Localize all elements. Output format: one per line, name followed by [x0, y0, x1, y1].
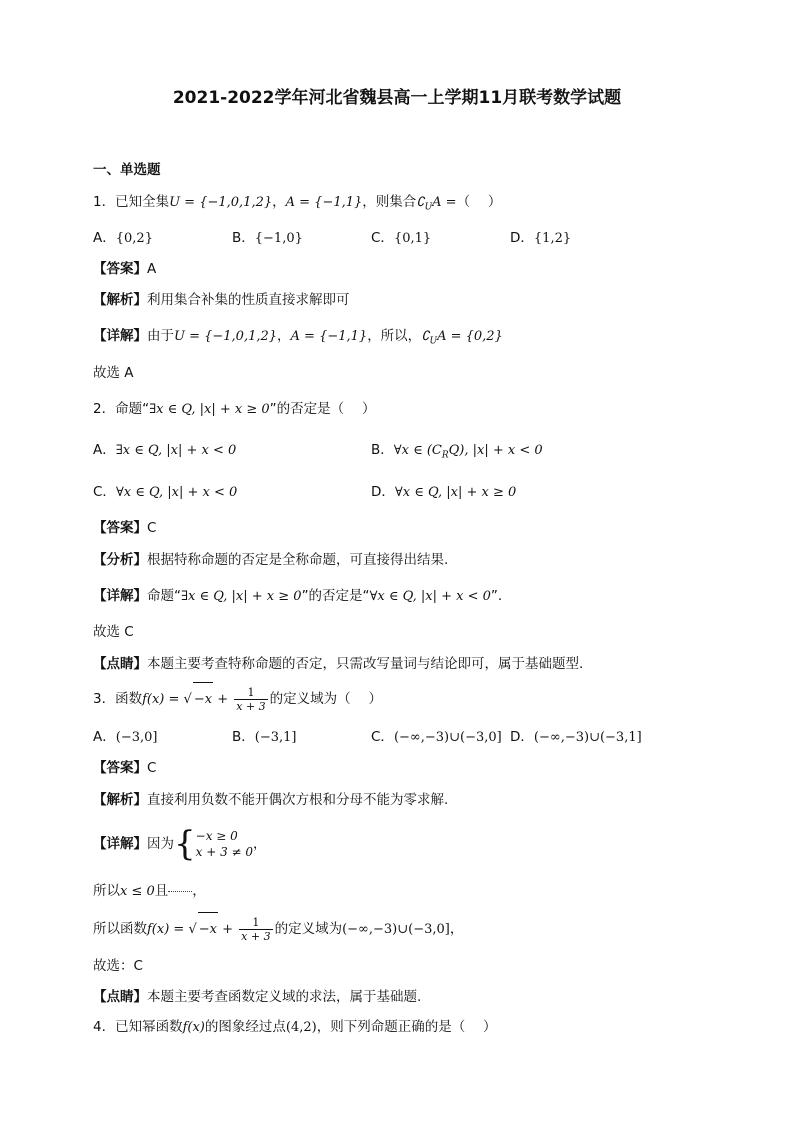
- section-heading: 一、单选题: [93, 162, 161, 178]
- q2-conclusion: 故选 C: [93, 624, 134, 640]
- q3-conclusion: 故选：C: [93, 958, 143, 974]
- q3-comment: 【点睛】本题主要考查函数定义域的求法，属于基础题.: [93, 989, 422, 1005]
- q1-stem: 1．已知全集U = {−1,0,1,2}，A = {−1,1}，则集合$∁_UA$ =（ ）: [93, 194, 502, 213]
- q4-stem: 4．已知幂函数f(x)的图象经过点(4,2)，则下列命题正确的是（ ）: [93, 1019, 497, 1035]
- q3-fraction: $\frac{1}{x + 3}$: [236, 685, 266, 713]
- q1-option-a: A．{0,2}: [93, 230, 153, 246]
- q3-analysis: 【解析】直接利用负数不能开偶次方根和分母不能为零求解.: [93, 792, 449, 808]
- q3-option-a: A．(−3,0]: [93, 729, 158, 745]
- q3-option-d: D．(−∞,−3)∪(−3,1]: [510, 729, 642, 745]
- q3-option-c: C．(−∞,−3)∪(−3,0]: [371, 729, 502, 745]
- q3-answer: 【答案】C: [93, 760, 157, 776]
- q2-answer: 【答案】C: [93, 520, 157, 536]
- q2-option-d: D．∀x ∈ Q, |x| + x ≥ 0: [371, 484, 517, 500]
- q2-detail: 【详解】命题“∃x ∈ Q, |x| + x ≥ 0”的否定是“∀x ∈ Q, |x| + x < 0”.: [93, 588, 503, 604]
- q3-detail: 【详解】因为{ −x ≥ 0 x + 3 ≠ 0 ，: [93, 824, 267, 864]
- q1-analysis: 【解析】利用集合补集的性质直接求解即可: [93, 292, 350, 308]
- q3-option-b: B．(−3,1]: [232, 729, 297, 745]
- q2-analysis: 【分析】根据特称命题的否定是全称命题，可直接得出结果.: [93, 552, 449, 568]
- q3-broken-formula: [168, 891, 192, 892]
- q2-stem: 2．命题“∃x ∈ Q, |x| + x ≥ 0”的否定是（ ）: [93, 401, 376, 417]
- q3-detail-line2: 所以x ≤ 0且 ，: [93, 883, 206, 899]
- q3-system: { −x ≥ 0 x + 3 ≠ 0: [174, 824, 254, 864]
- q1-option-c: C．{0,1}: [371, 230, 432, 246]
- q1-option-b: B．{−1,0}: [232, 230, 303, 246]
- q1-answer: 【答案】A: [93, 261, 157, 277]
- q2-option-a: A．∃x ∈ Q, |x| + x < 0: [93, 442, 237, 458]
- q3-stem: 3．函数f(x) = √ −x + $\frac{1}{x + 3}$ 的定义域为（ ）: [93, 682, 382, 717]
- q1-conclusion: 故选 A: [93, 365, 134, 381]
- q1-detail: 【详解】由于U = {−1,0,1,2}，A = {−1,1}，所以，$∁_UA = \{0,2\}$: [93, 328, 503, 347]
- page-title: 2021-2022学年河北省魏县高一上学期11月联考数学试题: [172, 88, 622, 108]
- q2-comment: 【点睛】本题主要考查特称命题的否定，只需改写量词与结论即可，属于基础题型.: [93, 656, 584, 672]
- q2-option-c: C．∀x ∈ Q, |x| + x < 0: [93, 484, 238, 500]
- q1-option-d: D．{1,2}: [510, 230, 572, 246]
- q3-detail-line3: 所以函数f(x) = √ −x + $\frac{1}{x + 3}$ 的定义域为(−∞,−3)∪(−3,0]，: [93, 912, 463, 947]
- q2-option-b: B．∀x ∈ $(C_RQ)$, |x| + x < 0: [371, 442, 543, 461]
